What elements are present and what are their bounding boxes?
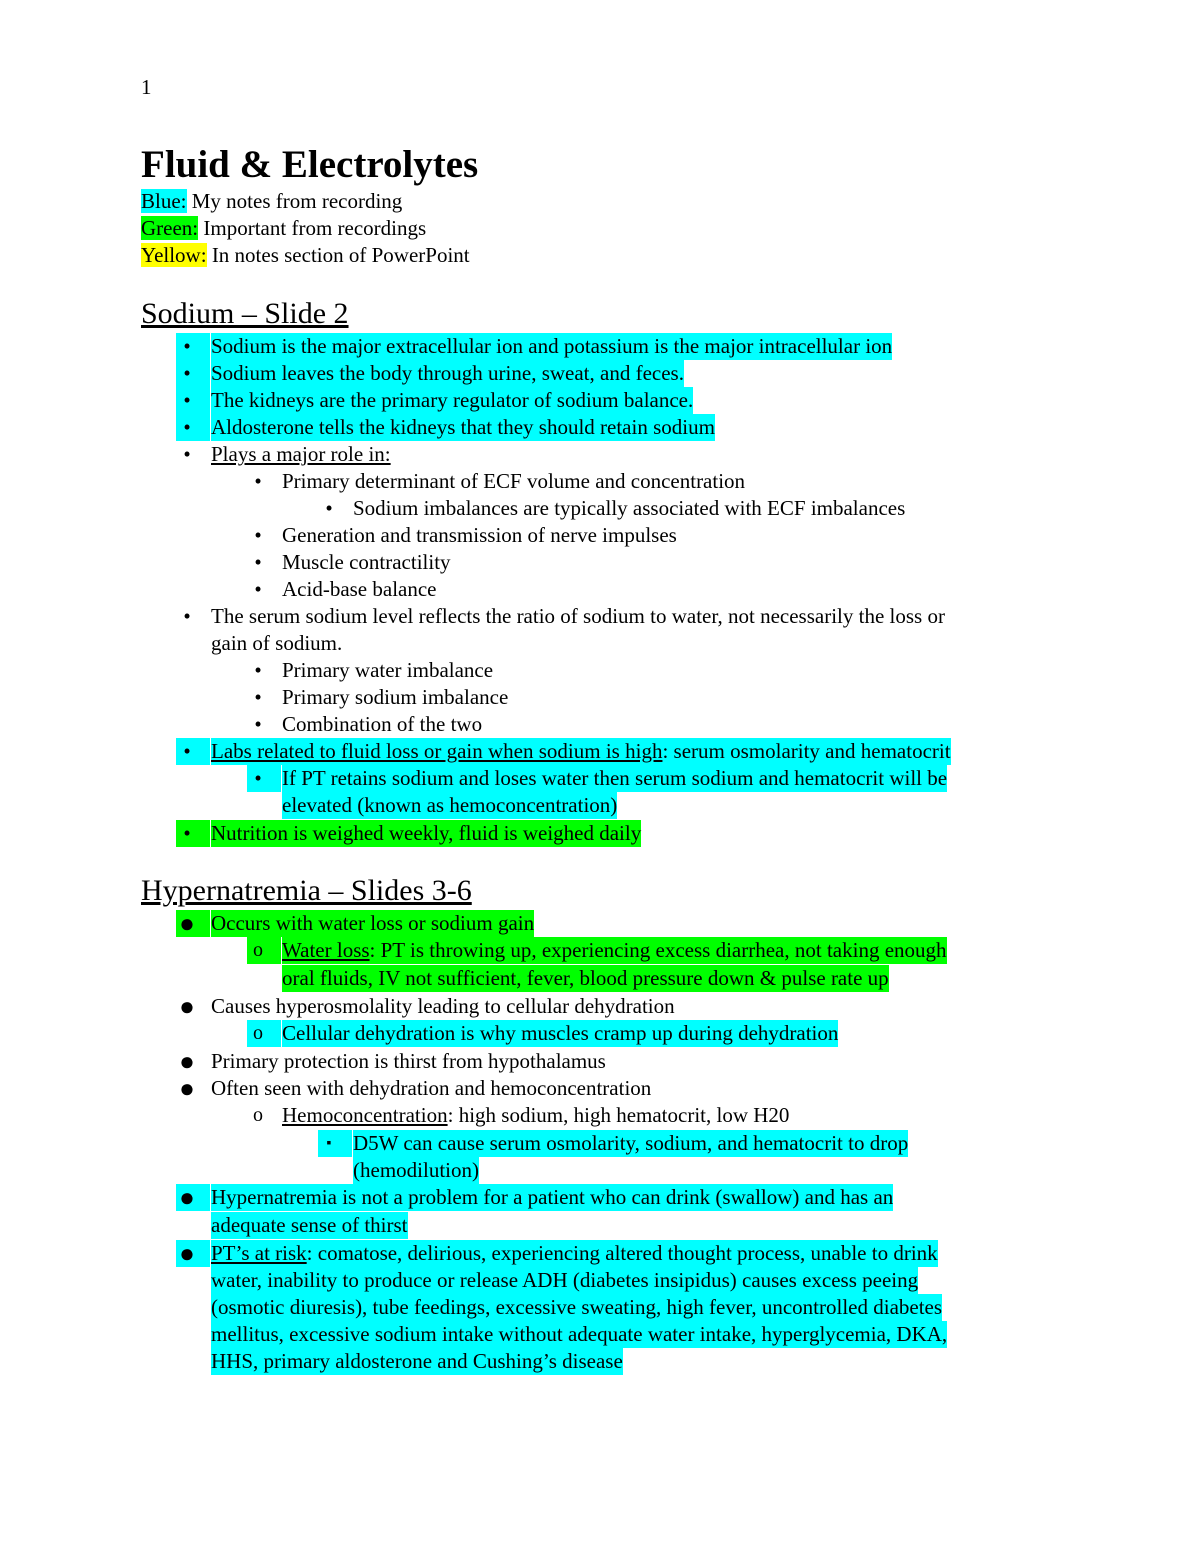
list-item-text: Primary water imbalance — [282, 658, 494, 682]
list-item-text: elevated (known as hemoconcentration) — [282, 793, 618, 817]
list-item-text: Sodium is the major extracellular ion and potassium is the major intracellular ion — [211, 334, 893, 358]
list-item-continuation — [0, 630, 1200, 657]
bullet: ● — [179, 1047, 195, 1076]
list-item-text: Hemoconcentration — [282, 1103, 448, 1127]
list-item — [0, 1184, 1200, 1212]
list-item-text: Primary sodium imbalance — [282, 685, 509, 709]
list-item — [0, 684, 1200, 711]
list-item-continuation — [0, 965, 1200, 993]
bullet: • — [325, 496, 333, 520]
page-title: Fluid & Electrolytes — [141, 143, 479, 186]
list-item-text: adequate sense of thirst — [211, 1213, 408, 1237]
legend-yellow-label: Yellow: — [141, 243, 207, 267]
list-item-text: Primary protection is thirst from hypothalamus — [211, 1049, 606, 1073]
list-item — [0, 414, 1200, 441]
list-item-text: If PT retains sodium and loses water then serum sodium and hematocrit will be — [282, 766, 948, 790]
list-item-text: Generation and transmission of nerve impulses — [282, 523, 677, 547]
list-item-continuation — [0, 1212, 1200, 1240]
legend-blue-label: Blue: — [141, 189, 187, 213]
list-item — [0, 910, 1200, 937]
list-item-text: (hemodilution) — [353, 1158, 479, 1182]
bullet: • — [254, 469, 262, 493]
list-item-text: : PT is throwing up, experiencing excess diarrhea, not taking enough — [369, 938, 947, 962]
list-item-text: : serum osmolarity and hematocrit — [662, 739, 951, 763]
list-item-text: PT’s at risk — [211, 1241, 307, 1265]
list-item-text: The kidneys are the primary regulator of sodium balance. — [211, 388, 694, 412]
list-item — [0, 820, 1200, 847]
list-item-text: Primary determinant of ECF volume and concentration — [282, 469, 746, 493]
bullet: • — [176, 820, 210, 847]
list-item — [0, 495, 1200, 522]
bullet: o — [247, 1020, 281, 1047]
bullet: ● — [176, 910, 210, 937]
list-item-text: : comatose, delirious, experiencing altered thought process, unable to drink — [306, 1241, 938, 1265]
bullet: • — [176, 738, 210, 765]
bullet: • — [176, 333, 210, 360]
list-item — [0, 603, 1200, 630]
bullet: ● — [179, 1074, 195, 1103]
list-item — [0, 576, 1200, 603]
legend-green-text: Important from recordings — [198, 216, 427, 240]
legend-yellow — [141, 242, 470, 269]
legend-blue — [141, 188, 470, 215]
list-item — [0, 1102, 1200, 1130]
bullet: ● — [179, 992, 195, 1021]
list-item-continuation — [0, 1294, 1200, 1321]
list-item-text: Sodium leaves the body through urine, sweat, and feces. — [211, 361, 684, 385]
legend-blue-text: My notes from recording — [186, 189, 403, 213]
list-item-text: Occurs with water loss or sodium gain — [211, 911, 535, 935]
bullet: • — [254, 685, 262, 709]
list-item — [0, 1048, 1200, 1075]
list-item-text: Combination of the two — [282, 712, 483, 736]
list-item-continuation — [0, 1321, 1200, 1348]
legend-yellow-text: In notes section of PowerPoint — [206, 243, 470, 267]
list-item-text: Aldosterone tells the kidneys that they should retain sodium — [211, 415, 715, 439]
list-item-text: Labs related to fluid loss or gain when sodium is high — [211, 739, 663, 763]
list-item-text: (osmotic diuresis), tube feedings, excessive sweating, high fever, uncontrolled diabetes — [211, 1295, 943, 1319]
list-item-continuation — [0, 792, 1200, 820]
list-item-text: Cellular dehydration is why muscles cramp up during dehydration — [282, 1021, 839, 1045]
list-item-text: Acid-base balance — [282, 577, 437, 601]
legend-green-label: Green: — [141, 216, 199, 240]
list-item-text: Often seen with dehydration and hemoconcentration — [211, 1076, 652, 1100]
list-item — [0, 993, 1200, 1020]
section-heading-hypernatremia: Hypernatremia – Slides 3-6 — [141, 874, 472, 907]
list-item — [0, 1075, 1200, 1102]
bullet: • — [254, 550, 262, 574]
list-item — [0, 1020, 1200, 1048]
list-item — [0, 1130, 1200, 1157]
list-item-continuation — [0, 1348, 1200, 1375]
list-item — [0, 549, 1200, 576]
list-item-text: Hypernatremia is not a problem for a patient who can drink (swallow) and has an — [211, 1185, 894, 1209]
legend-green — [141, 215, 470, 242]
list-item — [0, 738, 1200, 765]
list-item — [0, 1240, 1200, 1267]
color-legend — [141, 188, 470, 269]
bullet: • — [254, 658, 262, 682]
list-item-continuation — [0, 1267, 1200, 1294]
bullet: o — [247, 937, 281, 964]
bullet: • — [254, 523, 262, 547]
list-item-text: Water loss — [282, 938, 370, 962]
list-item-text: Sodium imbalances are typically associated with ECF imbalances — [353, 496, 906, 520]
bullet: • — [183, 442, 191, 466]
list-item-text: mellitus, excessive sodium intake without adequate water intake, hyperglycemia, DKA, — [211, 1322, 948, 1346]
list-item-text: : high sodium, high hematocrit, low H20 — [447, 1103, 790, 1127]
list-item-text: Causes hyperosmolality leading to cellular dehydration — [211, 994, 675, 1018]
bullet: • — [176, 360, 210, 387]
bullet: • — [254, 577, 262, 601]
bullet: ▪ — [318, 1130, 352, 1157]
bullet: ● — [176, 1240, 210, 1267]
list-item-text: The serum sodium level reflects the ratio of sodium to water, not necessarily the loss or — [211, 604, 945, 628]
list-item — [0, 765, 1200, 792]
page-number: 1 — [141, 75, 152, 99]
list-item — [0, 360, 1200, 387]
list-item-continuation — [0, 1157, 1200, 1184]
section-heading-sodium: Sodium – Slide 2 — [141, 297, 349, 330]
bullet: ● — [176, 1184, 210, 1211]
list-item-text: D5W can cause serum osmolarity, sodium, and hematocrit to drop — [353, 1131, 909, 1155]
list-item — [0, 711, 1200, 738]
list-item — [0, 522, 1200, 549]
list-item-text: Nutrition is weighed weekly, fluid is weighed daily — [211, 821, 642, 845]
list-item — [0, 441, 1200, 468]
list-item — [0, 937, 1200, 965]
list-item-text: water, inability to produce or release ADH (diabetes insipidus) causes excess peeing — [211, 1268, 919, 1292]
list-item-text: gain of sodium. — [211, 631, 343, 655]
bullet: • — [176, 387, 210, 414]
sodium-list — [0, 333, 1200, 847]
list-item-text: Muscle contractility — [282, 550, 451, 574]
bullet: • — [247, 765, 281, 792]
list-item — [0, 333, 1200, 360]
list-item-text: Plays a major role in: — [211, 442, 391, 466]
list-item — [0, 387, 1200, 414]
list-item — [0, 468, 1200, 495]
hypernatremia-list — [0, 910, 1200, 1375]
list-item — [0, 657, 1200, 684]
bullet: • — [176, 414, 210, 441]
list-item-text: oral fluids, IV not sufficient, fever, blood pressure down & pulse rate up — [282, 966, 889, 990]
list-item-text: HHS, primary aldosterone and Cushing’s disease — [211, 1349, 623, 1373]
bullet: o — [253, 1104, 263, 1126]
bullet: • — [183, 604, 191, 628]
bullet: • — [254, 712, 262, 736]
